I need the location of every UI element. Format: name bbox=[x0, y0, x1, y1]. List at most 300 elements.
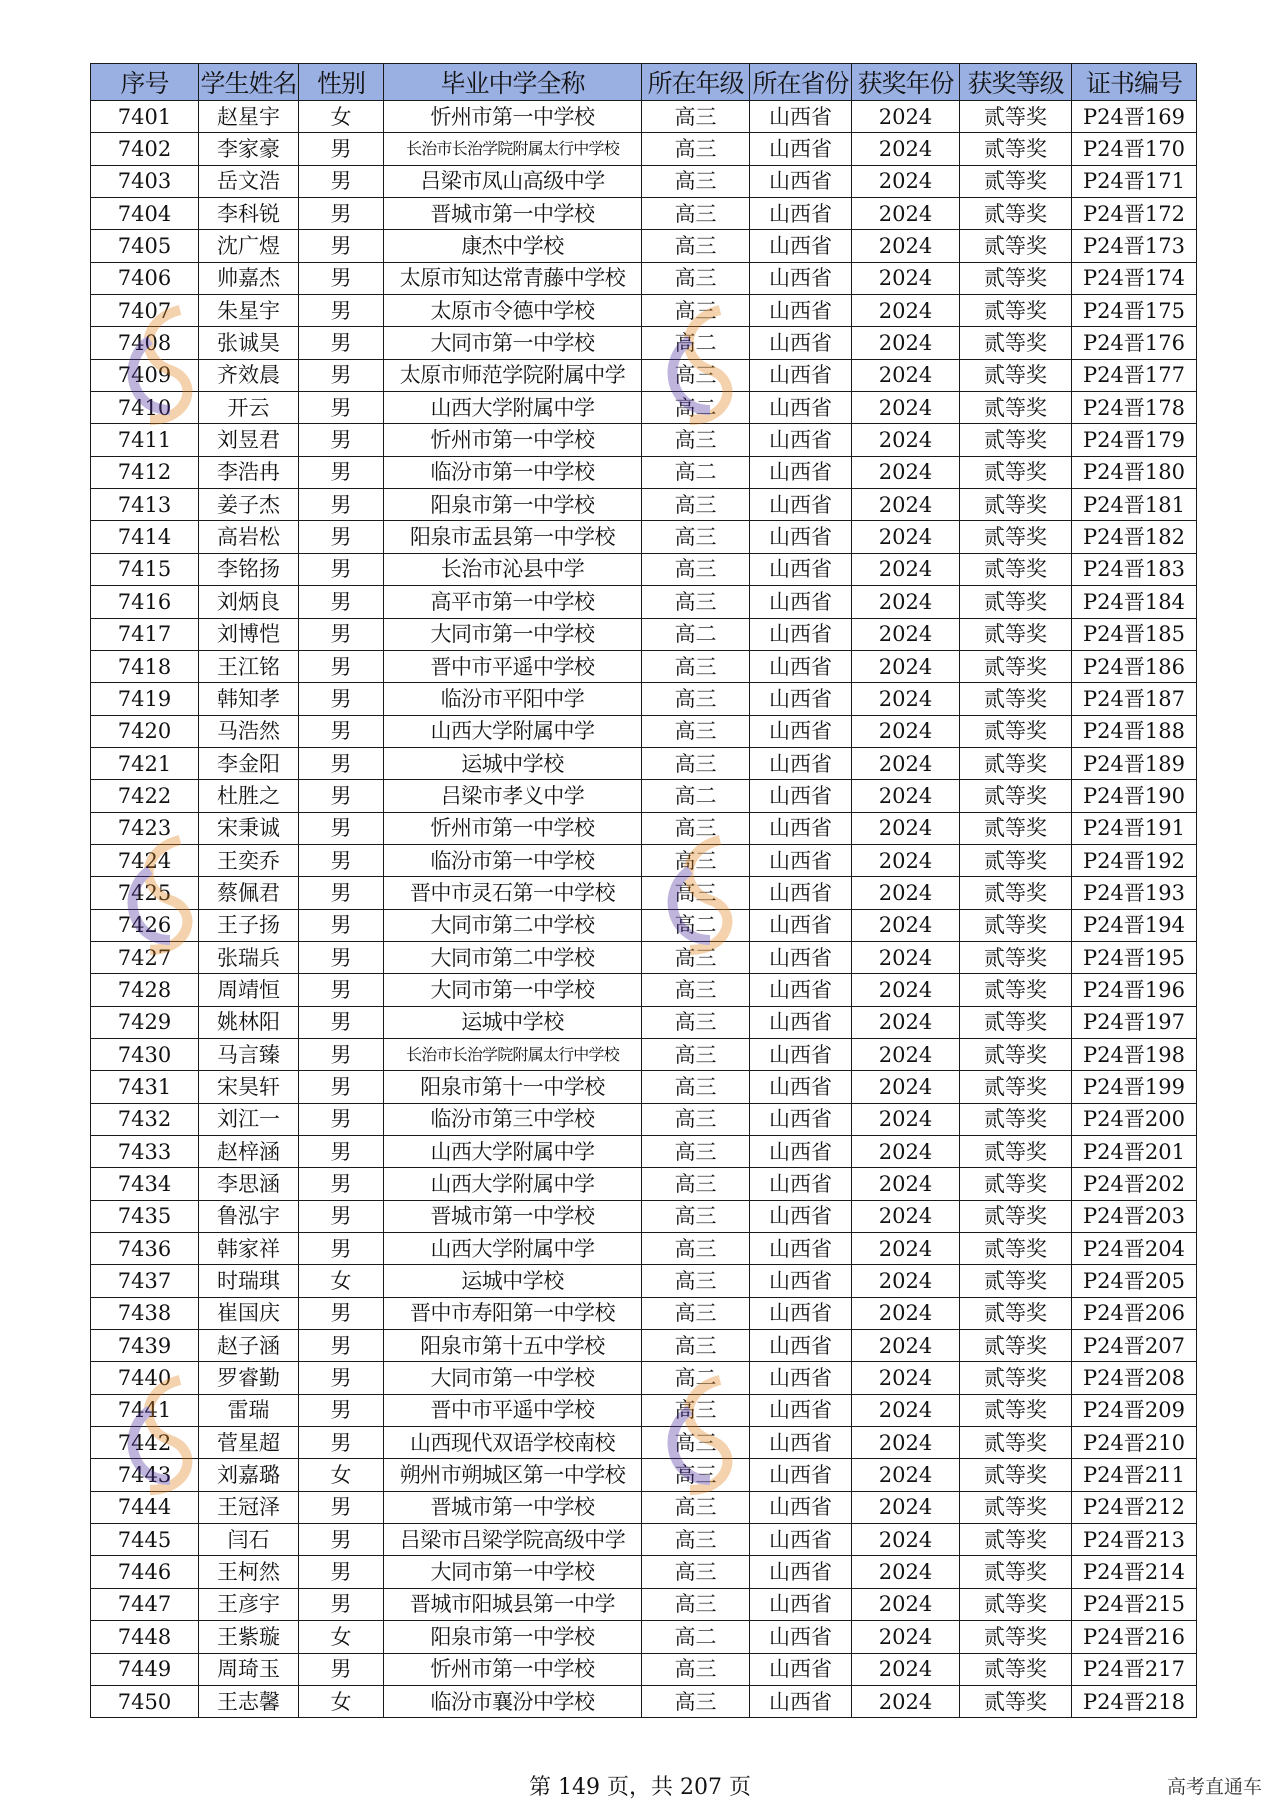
col-school-cell: 太原市令德中学校 bbox=[384, 295, 642, 327]
col-school-cell: 吕梁市孝义中学 bbox=[384, 780, 642, 812]
table-row bbox=[91, 1136, 1197, 1168]
col-gender-cell: 男 bbox=[299, 1427, 384, 1459]
col-level-cell: 贰等奖 bbox=[960, 747, 1072, 779]
col-grade-cell: 高三 bbox=[642, 1136, 750, 1168]
col-province-cell: 山西省 bbox=[750, 489, 852, 521]
table-row bbox=[91, 1362, 1197, 1394]
col-year-cell: 2024 bbox=[852, 1459, 960, 1491]
col-gender-cell: 男 bbox=[299, 1330, 384, 1362]
col-year-cell: 2024 bbox=[852, 941, 960, 973]
col-id-cell: 7437 bbox=[91, 1265, 199, 1297]
col-year-cell: 2024 bbox=[852, 424, 960, 456]
col-school-cell: 临汾市第一中学校 bbox=[384, 456, 642, 488]
col-level-cell: 贰等奖 bbox=[960, 1200, 1072, 1232]
col-grade-cell: 高三 bbox=[642, 812, 750, 844]
col-id-cell: 7418 bbox=[91, 650, 199, 682]
col-name-cell: 王柯然 bbox=[199, 1556, 299, 1588]
col-province-cell: 山西省 bbox=[750, 1427, 852, 1459]
col-year-cell: 2024 bbox=[852, 683, 960, 715]
col-grade-cell: 高三 bbox=[642, 521, 750, 553]
col-level-cell: 贰等奖 bbox=[960, 101, 1072, 133]
col-gender-cell: 男 bbox=[299, 1653, 384, 1685]
table-row bbox=[91, 1427, 1197, 1459]
col-name-cell: 王江铭 bbox=[199, 650, 299, 682]
col-name-cell: 马言臻 bbox=[199, 1038, 299, 1070]
col-year-cell: 2024 bbox=[852, 1588, 960, 1620]
table-row bbox=[91, 747, 1197, 779]
table-row bbox=[91, 812, 1197, 844]
col-year-cell: 2024 bbox=[852, 1394, 960, 1426]
awards-table bbox=[90, 63, 1197, 1718]
col-province-cell: 山西省 bbox=[750, 295, 852, 327]
col-name-cell: 李金阳 bbox=[199, 747, 299, 779]
col-cert-cell: P24晋194 bbox=[1072, 909, 1197, 941]
col-id-cell: 7439 bbox=[91, 1330, 199, 1362]
col-level-cell: 贰等奖 bbox=[960, 941, 1072, 973]
col-year-cell: 2024 bbox=[852, 747, 960, 779]
col-level-cell: 贰等奖 bbox=[960, 1038, 1072, 1070]
col-level-cell: 贰等奖 bbox=[960, 198, 1072, 230]
col-province-cell: 山西省 bbox=[750, 1136, 852, 1168]
col-province-cell: 山西省 bbox=[750, 1006, 852, 1038]
col-level-cell: 贰等奖 bbox=[960, 1459, 1072, 1491]
col-province-cell: 山西省 bbox=[750, 262, 852, 294]
col-school-cell: 晋城市第一中学校 bbox=[384, 198, 642, 230]
col-cert-cell: P24晋185 bbox=[1072, 618, 1197, 650]
col-level-cell: 贰等奖 bbox=[960, 1685, 1072, 1717]
table-row bbox=[91, 618, 1197, 650]
col-gender-cell: 男 bbox=[299, 489, 384, 521]
col-province-cell: 山西省 bbox=[750, 715, 852, 747]
col-gender-cell: 男 bbox=[299, 262, 384, 294]
col-level-cell: 贰等奖 bbox=[960, 974, 1072, 1006]
col-grade-cell: 高三 bbox=[642, 165, 750, 197]
col-gender-cell: 男 bbox=[299, 456, 384, 488]
table-row bbox=[91, 1621, 1197, 1653]
col-year-cell: 2024 bbox=[852, 553, 960, 585]
col-grade-cell: 高三 bbox=[642, 1524, 750, 1556]
col-province-cell: 山西省 bbox=[750, 941, 852, 973]
col-grade-cell: 高三 bbox=[642, 844, 750, 876]
table-row bbox=[91, 262, 1197, 294]
col-gender-cell: 男 bbox=[299, 1168, 384, 1200]
col-grade-cell: 高三 bbox=[642, 359, 750, 391]
col-grade-cell: 高三 bbox=[642, 941, 750, 973]
col-school-cell: 太原市师范学院附属中学 bbox=[384, 359, 642, 391]
col-province-cell: 山西省 bbox=[750, 553, 852, 585]
col-province-cell: 山西省 bbox=[750, 1297, 852, 1329]
col-name-cell: 赵子涵 bbox=[199, 1330, 299, 1362]
col-id-cell: 7425 bbox=[91, 877, 199, 909]
col-id-cell: 7424 bbox=[91, 844, 199, 876]
col-grade-cell: 高三 bbox=[642, 1653, 750, 1685]
col-id-cell: 7409 bbox=[91, 359, 199, 391]
table-row bbox=[91, 586, 1197, 618]
col-level-cell: 贰等奖 bbox=[960, 1136, 1072, 1168]
col-province-cell: 山西省 bbox=[750, 650, 852, 682]
col-id-cell: 7410 bbox=[91, 392, 199, 424]
col-gender-cell: 男 bbox=[299, 1524, 384, 1556]
col-grade-cell: 高三 bbox=[642, 1168, 750, 1200]
col-cert-cell: P24晋170 bbox=[1072, 133, 1197, 165]
col-level-cell: 贰等奖 bbox=[960, 618, 1072, 650]
col-gender-cell: 男 bbox=[299, 1556, 384, 1588]
col-id-cell: 7449 bbox=[91, 1653, 199, 1685]
col-grade-cell: 高三 bbox=[642, 553, 750, 585]
col-province-cell: 山西省 bbox=[750, 230, 852, 262]
col-gender-cell: 男 bbox=[299, 1103, 384, 1135]
col-province-cell: 山西省 bbox=[750, 1362, 852, 1394]
col-gender-cell: 男 bbox=[299, 392, 384, 424]
table-body bbox=[91, 101, 1197, 1718]
col-name-cell: 帅嘉杰 bbox=[199, 262, 299, 294]
col-school-cell: 晋城市阳城县第一中学 bbox=[384, 1588, 642, 1620]
col-level-cell: 贰等奖 bbox=[960, 392, 1072, 424]
col-name-cell: 罗睿勤 bbox=[199, 1362, 299, 1394]
table-row bbox=[91, 1168, 1197, 1200]
col-province-cell: 山西省 bbox=[750, 1330, 852, 1362]
col-year-cell: 2024 bbox=[852, 877, 960, 909]
col-school-cell: 忻州市第一中学校 bbox=[384, 101, 642, 133]
col-school-cell: 朔州市朔城区第一中学校 bbox=[384, 1459, 642, 1491]
col-gender-cell: 男 bbox=[299, 1362, 384, 1394]
col-gender-cell: 男 bbox=[299, 650, 384, 682]
col-school-cell: 晋城市第一中学校 bbox=[384, 1491, 642, 1523]
col-gender-cell: 女 bbox=[299, 1459, 384, 1491]
col-school-cell: 晋中市平遥中学校 bbox=[384, 650, 642, 682]
col-province-cell: 山西省 bbox=[750, 1394, 852, 1426]
col-name-cell: 时瑞琪 bbox=[199, 1265, 299, 1297]
col-name-cell: 朱星宇 bbox=[199, 295, 299, 327]
col-school-cell: 运城中学校 bbox=[384, 747, 642, 779]
table-row bbox=[91, 1653, 1197, 1685]
table-row bbox=[91, 359, 1197, 391]
col-year-cell: 2024 bbox=[852, 974, 960, 1006]
col-grade-cell: 高三 bbox=[642, 586, 750, 618]
col-school-cell: 大同市第一中学校 bbox=[384, 618, 642, 650]
col-grade-cell: 高三 bbox=[642, 1459, 750, 1491]
col-cert-cell: P24晋184 bbox=[1072, 586, 1197, 618]
col-cert-cell: P24晋177 bbox=[1072, 359, 1197, 391]
col-grade-cell: 高三 bbox=[642, 133, 750, 165]
col-level-cell: 贰等奖 bbox=[960, 1621, 1072, 1653]
col-level-cell: 贰等奖 bbox=[960, 1653, 1072, 1685]
col-name-cell: 闫石 bbox=[199, 1524, 299, 1556]
col-name-cell: 姚林阳 bbox=[199, 1006, 299, 1038]
col-name-cell: 王子扬 bbox=[199, 909, 299, 941]
table-row bbox=[91, 489, 1197, 521]
col-school-cell: 临汾市平阳中学 bbox=[384, 683, 642, 715]
col-gender-cell: 男 bbox=[299, 974, 384, 1006]
col-gender-cell: 男 bbox=[299, 1297, 384, 1329]
col-id-cell: 7427 bbox=[91, 941, 199, 973]
col-school-cell: 阳泉市第一中学校 bbox=[384, 489, 642, 521]
col-grade-cell: 高三 bbox=[642, 1394, 750, 1426]
col-name-cell: 蔡佩君 bbox=[199, 877, 299, 909]
col-cert-cell: P24晋183 bbox=[1072, 553, 1197, 585]
col-cert-cell: P24晋192 bbox=[1072, 844, 1197, 876]
col-school-cell: 大同市第一中学校 bbox=[384, 1556, 642, 1588]
col-province-cell: 山西省 bbox=[750, 424, 852, 456]
col-level-cell: 贰等奖 bbox=[960, 327, 1072, 359]
col-province-cell: 山西省 bbox=[750, 1103, 852, 1135]
col-id-cell: 7448 bbox=[91, 1621, 199, 1653]
col-cert-cell: P24晋208 bbox=[1072, 1362, 1197, 1394]
col-year-cell: 2024 bbox=[852, 1491, 960, 1523]
col-name-cell: 李铭扬 bbox=[199, 553, 299, 585]
col-name-cell: 菅星超 bbox=[199, 1427, 299, 1459]
col-level-cell: 贰等奖 bbox=[960, 1524, 1072, 1556]
col-grade-cell: 高三 bbox=[642, 1491, 750, 1523]
col-grade-cell: 高三 bbox=[642, 101, 750, 133]
col-gender-cell: 女 bbox=[299, 1621, 384, 1653]
table-row bbox=[91, 1071, 1197, 1103]
col-grade-cell: 高三 bbox=[642, 1038, 750, 1070]
col-level-cell: 贰等奖 bbox=[960, 1491, 1072, 1523]
col-province-cell: 山西省 bbox=[750, 618, 852, 650]
col-year-cell: 2024 bbox=[852, 1685, 960, 1717]
col-id-cell: 7403 bbox=[91, 165, 199, 197]
col-school-cell: 吕梁市吕梁学院高级中学 bbox=[384, 1524, 642, 1556]
table-row bbox=[91, 715, 1197, 747]
col-cert-cell: P24晋193 bbox=[1072, 877, 1197, 909]
col-cert-cell: P24晋209 bbox=[1072, 1394, 1197, 1426]
col-id-cell: 7413 bbox=[91, 489, 199, 521]
col-province-cell: 山西省 bbox=[750, 1556, 852, 1588]
col-name-cell: 开云 bbox=[199, 392, 299, 424]
col-cert-cell: P24晋191 bbox=[1072, 812, 1197, 844]
col-level-cell: 贰等奖 bbox=[960, 230, 1072, 262]
col-province-cell: 山西省 bbox=[750, 327, 852, 359]
col-year-cell: 2024 bbox=[852, 1168, 960, 1200]
col-year-cell: 2024 bbox=[852, 521, 960, 553]
col-school-cell: 临汾市襄汾中学校 bbox=[384, 1685, 642, 1717]
col-level-cell: 贰等奖 bbox=[960, 1297, 1072, 1329]
col-school-cell: 长治市沁县中学 bbox=[384, 553, 642, 585]
col-name-cell: 王奕乔 bbox=[199, 844, 299, 876]
col-level-cell: 贰等奖 bbox=[960, 1103, 1072, 1135]
col-gender-cell: 男 bbox=[299, 747, 384, 779]
table-row bbox=[91, 392, 1197, 424]
col-cert-cell: P24晋189 bbox=[1072, 747, 1197, 779]
col-school-cell: 山西大学附属中学 bbox=[384, 715, 642, 747]
table-row bbox=[91, 424, 1197, 456]
header-col-name: 学生姓名 bbox=[199, 64, 299, 101]
col-gender-cell: 男 bbox=[299, 586, 384, 618]
col-cert-cell: P24晋211 bbox=[1072, 1459, 1197, 1491]
col-school-cell: 山西现代双语学校南校 bbox=[384, 1427, 642, 1459]
col-school-cell: 忻州市第一中学校 bbox=[384, 424, 642, 456]
col-gender-cell: 男 bbox=[299, 198, 384, 230]
col-name-cell: 刘江一 bbox=[199, 1103, 299, 1135]
col-name-cell: 崔国庆 bbox=[199, 1297, 299, 1329]
col-gender-cell: 女 bbox=[299, 101, 384, 133]
table-row bbox=[91, 1524, 1197, 1556]
col-name-cell: 周琦玉 bbox=[199, 1653, 299, 1685]
table-row bbox=[91, 683, 1197, 715]
col-province-cell: 山西省 bbox=[750, 812, 852, 844]
col-province-cell: 山西省 bbox=[750, 1200, 852, 1232]
table-row bbox=[91, 844, 1197, 876]
col-level-cell: 贰等奖 bbox=[960, 165, 1072, 197]
col-id-cell: 7436 bbox=[91, 1233, 199, 1265]
col-cert-cell: P24晋172 bbox=[1072, 198, 1197, 230]
col-level-cell: 贰等奖 bbox=[960, 650, 1072, 682]
header-col-year: 获奖年份 bbox=[852, 64, 960, 101]
col-province-cell: 山西省 bbox=[750, 1459, 852, 1491]
col-school-cell: 大同市第二中学校 bbox=[384, 909, 642, 941]
col-grade-cell: 高二 bbox=[642, 1621, 750, 1653]
col-year-cell: 2024 bbox=[852, 262, 960, 294]
col-year-cell: 2024 bbox=[852, 1200, 960, 1232]
col-id-cell: 7411 bbox=[91, 424, 199, 456]
col-cert-cell: P24晋210 bbox=[1072, 1427, 1197, 1459]
col-year-cell: 2024 bbox=[852, 456, 960, 488]
col-grade-cell: 高三 bbox=[642, 198, 750, 230]
col-name-cell: 岳文浩 bbox=[199, 165, 299, 197]
col-id-cell: 7447 bbox=[91, 1588, 199, 1620]
col-province-cell: 山西省 bbox=[750, 101, 852, 133]
col-id-cell: 7433 bbox=[91, 1136, 199, 1168]
col-year-cell: 2024 bbox=[852, 230, 960, 262]
col-gender-cell: 男 bbox=[299, 812, 384, 844]
col-year-cell: 2024 bbox=[852, 1103, 960, 1135]
table-row bbox=[91, 909, 1197, 941]
col-cert-cell: P24晋178 bbox=[1072, 392, 1197, 424]
col-grade-cell: 高三 bbox=[642, 1071, 750, 1103]
col-province-cell: 山西省 bbox=[750, 974, 852, 1006]
table-row bbox=[91, 1588, 1197, 1620]
col-cert-cell: P24晋214 bbox=[1072, 1556, 1197, 1588]
table-row bbox=[91, 327, 1197, 359]
table-row bbox=[91, 101, 1197, 133]
col-school-cell: 晋中市平遥中学校 bbox=[384, 1394, 642, 1426]
col-year-cell: 2024 bbox=[852, 489, 960, 521]
col-province-cell: 山西省 bbox=[750, 877, 852, 909]
col-level-cell: 贰等奖 bbox=[960, 1233, 1072, 1265]
col-level-cell: 贰等奖 bbox=[960, 262, 1072, 294]
col-gender-cell: 男 bbox=[299, 877, 384, 909]
col-cert-cell: P24晋216 bbox=[1072, 1621, 1197, 1653]
col-grade-cell: 高三 bbox=[642, 1556, 750, 1588]
col-level-cell: 贰等奖 bbox=[960, 812, 1072, 844]
col-level-cell: 贰等奖 bbox=[960, 683, 1072, 715]
col-id-cell: 7419 bbox=[91, 683, 199, 715]
col-level-cell: 贰等奖 bbox=[960, 1265, 1072, 1297]
col-grade-cell: 高三 bbox=[642, 1297, 750, 1329]
col-province-cell: 山西省 bbox=[750, 456, 852, 488]
col-gender-cell: 男 bbox=[299, 359, 384, 391]
col-name-cell: 韩家祥 bbox=[199, 1233, 299, 1265]
col-school-cell: 山西大学附属中学 bbox=[384, 1136, 642, 1168]
col-grade-cell: 高三 bbox=[642, 650, 750, 682]
col-year-cell: 2024 bbox=[852, 101, 960, 133]
col-level-cell: 贰等奖 bbox=[960, 715, 1072, 747]
col-year-cell: 2024 bbox=[852, 1233, 960, 1265]
col-grade-cell: 高三 bbox=[642, 683, 750, 715]
col-year-cell: 2024 bbox=[852, 618, 960, 650]
brand-label: 高考直通车 bbox=[1166, 1776, 1262, 1798]
col-cert-cell: P24晋203 bbox=[1072, 1200, 1197, 1232]
col-year-cell: 2024 bbox=[852, 198, 960, 230]
col-level-cell: 贰等奖 bbox=[960, 456, 1072, 488]
col-cert-cell: P24晋187 bbox=[1072, 683, 1197, 715]
table-row bbox=[91, 1233, 1197, 1265]
col-province-cell: 山西省 bbox=[750, 165, 852, 197]
col-id-cell: 7415 bbox=[91, 553, 199, 585]
col-gender-cell: 男 bbox=[299, 715, 384, 747]
col-year-cell: 2024 bbox=[852, 1006, 960, 1038]
col-year-cell: 2024 bbox=[852, 650, 960, 682]
table-row bbox=[91, 877, 1197, 909]
header-col-school: 毕业中学全称 bbox=[384, 64, 642, 101]
col-level-cell: 贰等奖 bbox=[960, 1427, 1072, 1459]
col-gender-cell: 男 bbox=[299, 1200, 384, 1232]
col-year-cell: 2024 bbox=[852, 1071, 960, 1103]
page-number: 第 149 页，共 207 页 bbox=[529, 1775, 751, 1800]
col-school-cell: 晋城市第一中学校 bbox=[384, 1200, 642, 1232]
col-cert-cell: P24晋217 bbox=[1072, 1653, 1197, 1685]
col-id-cell: 7428 bbox=[91, 974, 199, 1006]
col-cert-cell: P24晋181 bbox=[1072, 489, 1197, 521]
col-name-cell: 马浩然 bbox=[199, 715, 299, 747]
col-name-cell: 张诚昊 bbox=[199, 327, 299, 359]
col-cert-cell: P24晋202 bbox=[1072, 1168, 1197, 1200]
col-year-cell: 2024 bbox=[852, 133, 960, 165]
col-name-cell: 雷瑞 bbox=[199, 1394, 299, 1426]
col-gender-cell: 男 bbox=[299, 844, 384, 876]
col-school-cell: 大同市第二中学校 bbox=[384, 941, 642, 973]
col-year-cell: 2024 bbox=[852, 392, 960, 424]
table-row bbox=[91, 1556, 1197, 1588]
col-cert-cell: P24晋197 bbox=[1072, 1006, 1197, 1038]
col-grade-cell: 高三 bbox=[642, 1265, 750, 1297]
col-cert-cell: P24晋218 bbox=[1072, 1685, 1197, 1717]
col-province-cell: 山西省 bbox=[750, 521, 852, 553]
col-school-cell: 高平市第一中学校 bbox=[384, 586, 642, 618]
col-level-cell: 贰等奖 bbox=[960, 359, 1072, 391]
col-gender-cell: 女 bbox=[299, 1685, 384, 1717]
col-gender-cell: 男 bbox=[299, 1588, 384, 1620]
table-row bbox=[91, 133, 1197, 165]
col-level-cell: 贰等奖 bbox=[960, 844, 1072, 876]
col-year-cell: 2024 bbox=[852, 844, 960, 876]
table-row bbox=[91, 230, 1197, 262]
col-year-cell: 2024 bbox=[852, 780, 960, 812]
table-row bbox=[91, 295, 1197, 327]
col-year-cell: 2024 bbox=[852, 1265, 960, 1297]
col-cert-cell: P24晋201 bbox=[1072, 1136, 1197, 1168]
col-gender-cell: 男 bbox=[299, 424, 384, 456]
col-id-cell: 7414 bbox=[91, 521, 199, 553]
col-grade-cell: 高三 bbox=[642, 877, 750, 909]
col-province-cell: 山西省 bbox=[750, 780, 852, 812]
header-col-level: 获奖等级 bbox=[960, 64, 1072, 101]
table-row bbox=[91, 650, 1197, 682]
col-level-cell: 贰等奖 bbox=[960, 295, 1072, 327]
col-cert-cell: P24晋200 bbox=[1072, 1103, 1197, 1135]
col-year-cell: 2024 bbox=[852, 1330, 960, 1362]
col-id-cell: 7444 bbox=[91, 1491, 199, 1523]
col-cert-cell: P24晋186 bbox=[1072, 650, 1197, 682]
col-name-cell: 宋秉诚 bbox=[199, 812, 299, 844]
col-id-cell: 7434 bbox=[91, 1168, 199, 1200]
col-level-cell: 贰等奖 bbox=[960, 1071, 1072, 1103]
col-grade-cell: 高三 bbox=[642, 230, 750, 262]
col-cert-cell: P24晋182 bbox=[1072, 521, 1197, 553]
col-level-cell: 贰等奖 bbox=[960, 1006, 1072, 1038]
col-gender-cell: 男 bbox=[299, 1136, 384, 1168]
